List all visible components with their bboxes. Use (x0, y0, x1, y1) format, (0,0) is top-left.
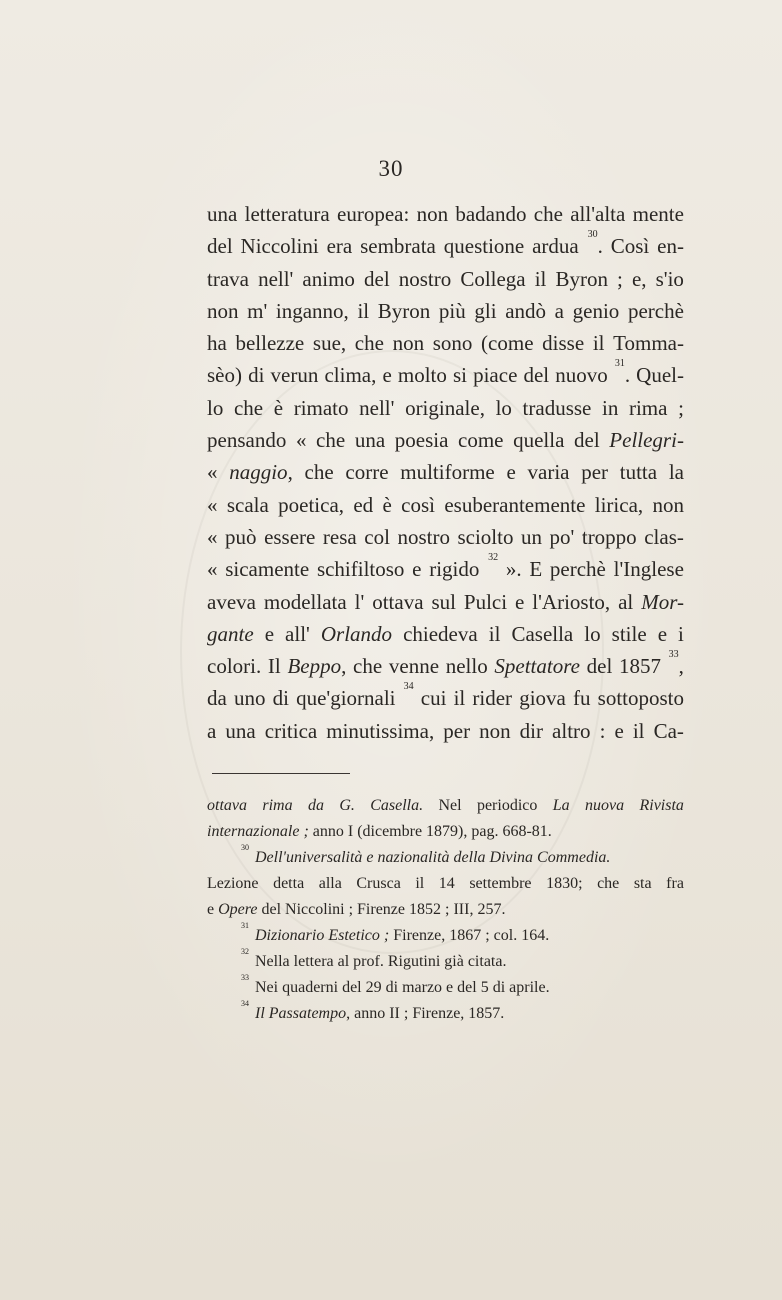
text-line: pensando « che una poesia come quella del Pellegri- (207, 428, 684, 453)
italic-text: ottava (207, 797, 247, 814)
page-number: 30 (378, 156, 404, 181)
footnote-ref: 34 (403, 681, 414, 693)
footnote-ref: 33 (241, 972, 249, 982)
italic-text: Dell'universalità e nazionalità della Divina Commedia. (255, 849, 611, 866)
text-line: « sicamente schifiltoso e rigido $^{32}$ ». E perchè l'Inglese (207, 552, 684, 582)
footnotes (207, 793, 684, 1027)
footnote-line: ottava rima da G. Casella. Nel periodico La nuova Rivista (207, 797, 684, 814)
italic-text: G. (339, 797, 355, 814)
text-line: colori. Il Beppo, che venne nello Spettatore del 1857 $^{33}$, (207, 649, 684, 679)
text-line: lo che è rimato nell' originale, lo tradusse in rima ; (207, 395, 684, 420)
text-line: « naggio, che corre multiforme e varia per tutta la (207, 460, 684, 485)
italic-text: da (307, 797, 324, 814)
italic-text: naggio (229, 460, 288, 485)
text-line: « scala poetica, ed è così esuberantemente lirica, non (207, 492, 684, 517)
footnote-line: Lezione detta alla Crusca il 14 settembre 1830; che sta fra (207, 875, 684, 892)
text-line: del Niccolini era sembrata questione ardua $^{30}$. Così en- (207, 229, 684, 259)
text-line: gante e all' Orlando chiedeva il Casella lo stile e i (207, 621, 684, 646)
footnote-line: $^{31}$Dizionario Estetico ; Firenze, 1867 ; col. 164. (241, 920, 550, 944)
italic-text: rima (262, 797, 293, 814)
italic-text: Spettatore (494, 654, 580, 679)
footnote-ref: 32 (488, 552, 499, 564)
italic-text: La (552, 797, 570, 814)
text-line: « può essere resa col nostro sciolto un po' troppo clas- (207, 524, 684, 549)
text-line: trava nell' animo del nostro Collega il Byron ; e, s'io (207, 266, 684, 291)
italic-text: Il Passatempo (255, 1005, 347, 1022)
italic-text: Dizionario Estetico ; (255, 927, 390, 944)
italic-text: Pellegri- (609, 428, 684, 453)
text-line: ha bellezze sue, che non sono (come disse il Tomma- (207, 331, 684, 356)
italic-text: Mor- (641, 589, 684, 614)
footnote-ref: 31 (241, 920, 249, 930)
text-line: non m' inganno, il Byron più gli andò a genio perchè (207, 298, 684, 323)
footnote-ref: 31 (614, 358, 625, 370)
italic-text: internazionale ; (207, 823, 309, 840)
italic-text: nuova (585, 797, 625, 814)
footnote-rule (212, 773, 350, 774)
main-text (207, 198, 684, 747)
italic-text: Beppo (287, 654, 342, 679)
footnote-ref: 30 (241, 842, 249, 852)
text-line: una letteratura europea: non badando che all'alta mente (207, 202, 684, 226)
italic-text: Rivista (639, 797, 684, 814)
footnote-line: e Opere del Niccolini ; Firenze 1852 ; III, 257. (207, 901, 506, 918)
text-line: sèo) di verun clima, e molto si piace del nuovo $^{31}$. Quel- (207, 358, 684, 388)
footnote-line: internazionale ; anno I (dicembre 1879), pag. 668-81. (207, 823, 552, 840)
italic-text: gante (207, 621, 254, 646)
footnote-line: $^{33}$Nei quaderni del 29 di marzo e del 5 di aprile. (241, 972, 550, 996)
footnote-ref: 30 (587, 229, 598, 241)
footnote-ref: 32 (241, 946, 249, 956)
italic-text: Opere (218, 901, 258, 918)
footnote-line: $^{34}$Il Passatempo, anno II ; Firenze, 1857. (241, 998, 505, 1022)
text-line: aveva modellata l' ottava sul Pulci e l'Ariosto, al Mor- (207, 589, 684, 614)
footnote-ref: 34 (241, 998, 249, 1008)
footnote-line: $^{32}$Nella lettera al prof. Rigutini già citata. (241, 946, 507, 970)
text-line: da uno di que'giornali $^{34}$ cui il rider giova fu sottoposto (207, 681, 684, 711)
italic-text: Orlando (320, 621, 393, 646)
italic-text: Casella. (370, 797, 424, 814)
footnote-ref: 33 (668, 649, 679, 661)
text-line: a una critica minutissima, per non dir altro : e il Ca- (207, 718, 684, 743)
footnote-line (207, 842, 684, 871)
